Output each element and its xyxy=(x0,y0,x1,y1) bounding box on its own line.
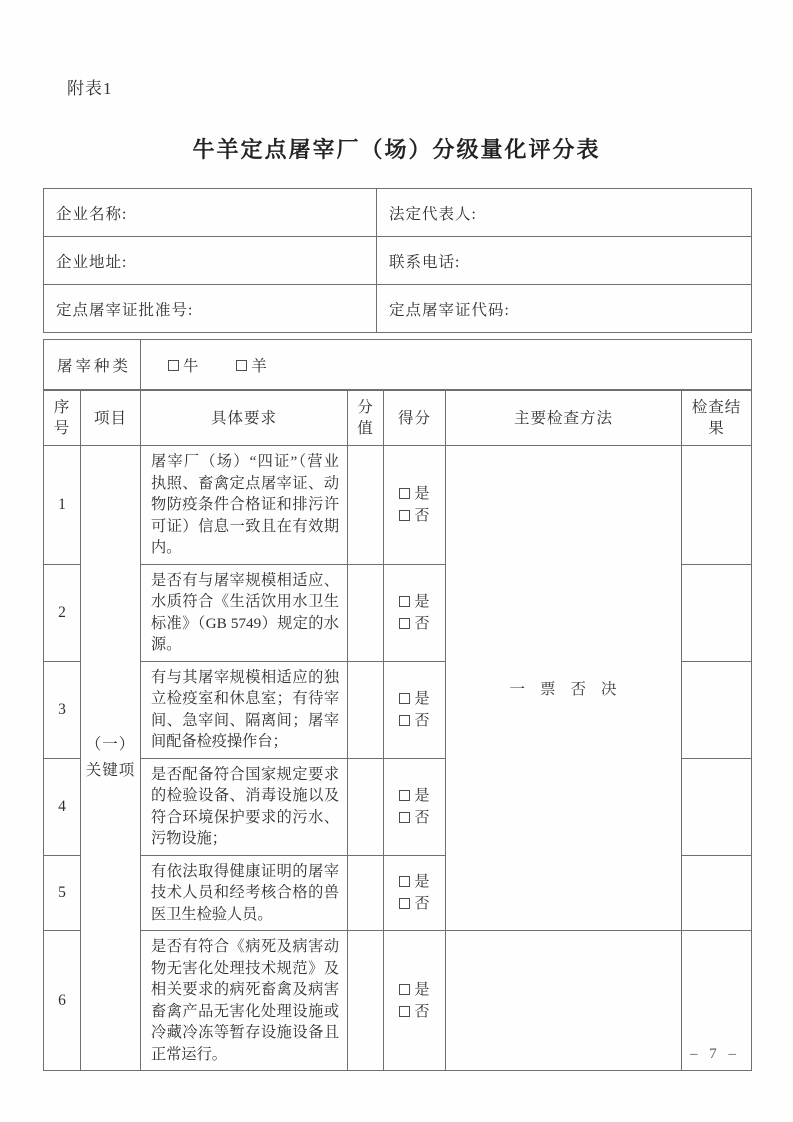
col-header-score: 得分 xyxy=(384,391,446,446)
row-number-cell: 1 xyxy=(44,446,81,565)
score-cell xyxy=(384,758,446,855)
col-header-requirement: 具体要求 xyxy=(141,391,348,446)
info-row xyxy=(44,237,752,285)
permit-approval-number-label: 定点屠宰证批准号: xyxy=(44,285,377,333)
checkbox-icon[interactable] xyxy=(399,693,410,704)
species-option-cattle xyxy=(168,358,199,375)
result-cell xyxy=(682,661,752,758)
row-number-cell: 6 xyxy=(44,931,81,1071)
score-cell xyxy=(384,564,446,661)
score-option-yes-label: 是 xyxy=(414,873,430,890)
score-option-no-label: 否 xyxy=(414,507,430,524)
score-cell xyxy=(384,446,446,565)
score-option-yes-label: 是 xyxy=(414,690,430,707)
col-header-item: 项目 xyxy=(81,391,141,446)
score-option-yes-label: 是 xyxy=(414,485,430,502)
col-header-result: 检查结果 xyxy=(682,391,752,446)
requirement-cell: 是否有与屠宰规模相适应、水质符合《生活饮用水卫生标准》（GB 5749）规定的水源。 xyxy=(141,564,348,661)
checkbox-icon[interactable] xyxy=(168,360,179,371)
item-group-line1: （一） xyxy=(85,736,136,753)
checkbox-icon[interactable] xyxy=(399,812,410,823)
species-options-cell xyxy=(141,340,752,390)
item-group-line2: 关键项 xyxy=(85,762,136,779)
score-value-cell xyxy=(348,564,384,661)
score-value-cell xyxy=(348,931,384,1071)
company-address-label: 企业地址: xyxy=(44,237,377,285)
score-option-no-label: 否 xyxy=(414,615,430,632)
requirement-cell: 是否配备符合国家规定要求的检验设备、消毒设施以及符合环境保护要求的污水、污物设施； xyxy=(141,758,348,855)
row-number-cell: 2 xyxy=(44,564,81,661)
requirement-cell: 有依法取得健康证明的屠宰技术人员和经考核合格的兽医卫生检验人员。 xyxy=(141,855,348,931)
annex-label: 附表1 xyxy=(67,79,113,98)
checkbox-icon[interactable] xyxy=(236,360,247,371)
score-cell xyxy=(384,855,446,931)
score-option-yes-label: 是 xyxy=(414,787,430,804)
requirement-cell: 是否有符合《病死及病害动物无害化处理技术规范》及相关要求的病死畜禽及病害畜禽产品无害化处理设施或冷藏冷冻等暂存设施设备且正常运行。 xyxy=(141,931,348,1071)
info-row xyxy=(44,285,752,333)
item-group-cell xyxy=(81,446,141,1071)
company-name-label: 企业名称: xyxy=(44,189,377,237)
result-cell xyxy=(682,758,752,855)
form-title: 牛羊定点屠宰厂（场）分级量化评分表 xyxy=(192,137,601,162)
species-table xyxy=(43,339,752,390)
score-option-yes-label: 是 xyxy=(414,981,430,998)
result-cell xyxy=(682,855,752,931)
page-number: – 7 – xyxy=(690,1046,740,1062)
score-value-cell xyxy=(348,855,384,931)
checkbox-icon[interactable] xyxy=(399,1006,410,1017)
score-option-no-label: 否 xyxy=(414,895,430,912)
score-value-cell xyxy=(348,661,384,758)
requirement-cell: 有与其屠宰规模相适应的独立检疫室和休息室；有待宰间、急宰间、隔离间；屠宰间配备检疫操作台； xyxy=(141,661,348,758)
result-cell xyxy=(682,446,752,565)
score-option-no-label: 否 xyxy=(414,1003,430,1020)
checkbox-icon[interactable] xyxy=(399,596,410,607)
table-row xyxy=(44,931,752,1071)
score-option-yes-label: 是 xyxy=(414,593,430,610)
scoring-table xyxy=(43,390,752,1071)
checkbox-icon[interactable] xyxy=(399,984,410,995)
score-option-no-label: 否 xyxy=(414,712,430,729)
info-row xyxy=(44,189,752,237)
score-value-cell xyxy=(348,758,384,855)
species-option-sheep xyxy=(236,358,267,375)
score-option-no-label: 否 xyxy=(414,809,430,826)
col-header-method: 主要检查方法 xyxy=(446,391,682,446)
checkbox-icon[interactable] xyxy=(399,618,410,629)
col-header-score-value: 分值 xyxy=(348,391,384,446)
col-header-no: 序号 xyxy=(44,391,81,446)
header-row xyxy=(44,391,752,446)
checkbox-icon[interactable] xyxy=(399,876,410,887)
score-cell xyxy=(384,931,446,1071)
species-option-label: 羊 xyxy=(251,357,267,375)
table-row xyxy=(44,446,752,565)
method-cell xyxy=(446,931,682,1071)
row-number-cell: 5 xyxy=(44,855,81,931)
contact-phone-label: 联系电话: xyxy=(377,237,752,285)
method-merged-cell: 一票否决 xyxy=(446,446,682,931)
row-number-cell: 4 xyxy=(44,758,81,855)
row-number-cell: 3 xyxy=(44,661,81,758)
legal-representative-label: 法定代表人: xyxy=(377,189,752,237)
score-cell xyxy=(384,661,446,758)
species-label: 屠宰种类 xyxy=(44,340,141,390)
checkbox-icon[interactable] xyxy=(399,898,410,909)
requirement-cell: 屠宰厂（场）“四证”（营业执照、畜禽定点屠宰证、动物防疫条件合格证和排污许可证）信息一致且在有效期内。 xyxy=(141,446,348,565)
checkbox-icon[interactable] xyxy=(399,510,410,521)
score-value-cell xyxy=(348,446,384,565)
permit-code-label: 定点屠宰证代码: xyxy=(377,285,752,333)
checkbox-icon[interactable] xyxy=(399,790,410,801)
result-cell xyxy=(682,564,752,661)
company-info-table xyxy=(43,188,752,333)
checkbox-icon[interactable] xyxy=(399,715,410,726)
species-option-label: 牛 xyxy=(183,357,199,375)
species-row xyxy=(44,340,752,390)
checkbox-icon[interactable] xyxy=(399,488,410,499)
